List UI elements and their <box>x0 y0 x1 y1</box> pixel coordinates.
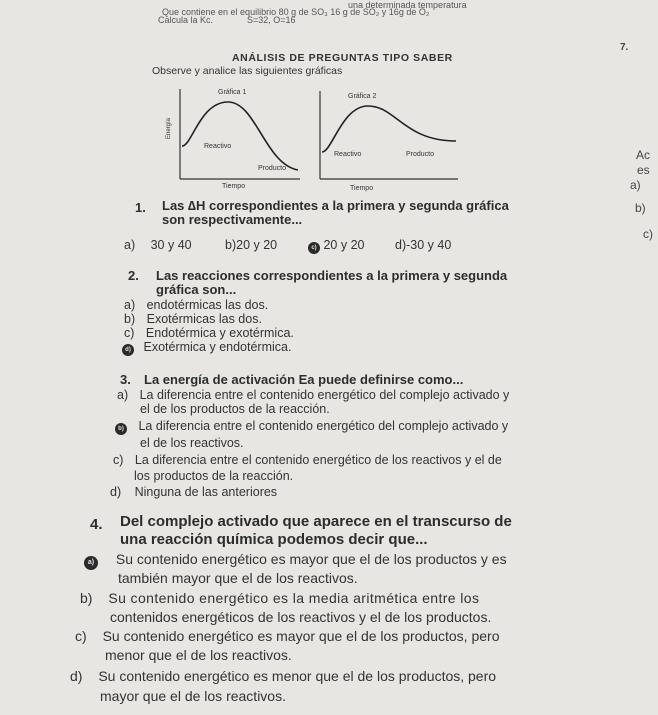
q1-option-b[interactable] <box>225 238 277 252</box>
q4-option-d[interactable] <box>70 668 496 684</box>
instructions: Observe y analice las siguientes gráficas <box>152 65 343 77</box>
q4-option-b-line1: Su contenido energético es la media aritmética entre los <box>108 590 480 606</box>
side-option-b: b) <box>635 201 646 215</box>
q2-option-c-text: Endotérmica y exotérmica. <box>145 326 294 340</box>
q4-option-c-letter: c) <box>75 628 87 644</box>
q2-number: 2. <box>128 268 139 283</box>
q4-text-line1: Del complejo activado que aparece en el transcurso de <box>120 513 512 530</box>
q1-text-line2: son respectivamente... <box>162 212 303 227</box>
q1-number: 1. <box>135 200 146 215</box>
q3-option-c-line1: La diferencia entre el contenido energético de los reactivos y el de <box>134 453 502 467</box>
q4-option-a-line1: Su contenido energético es mayor que el de los productos y es <box>115 551 507 567</box>
q4-option-d-letter: d) <box>70 668 83 684</box>
q4-option-c[interactable] <box>75 628 499 644</box>
q2-option-d[interactable] <box>122 340 291 356</box>
q3-option-c-line2: los productos de la reacción. <box>134 469 294 483</box>
q3-option-d[interactable] <box>110 485 277 499</box>
q4-option-b-line2: contenidos energéticos de los reactivos y el de los productos. <box>110 609 492 625</box>
q3-option-a-line2: el de los productos de la reacción. <box>140 402 330 416</box>
q2-option-b[interactable] <box>124 312 262 326</box>
side-option-c: c) <box>643 227 653 241</box>
graph-1-curve <box>182 102 298 170</box>
q1-option-d-letter: d) <box>395 238 407 252</box>
top-calc: Calcula la Kc. <box>158 15 214 25</box>
q2-option-c-letter: c) <box>124 326 135 340</box>
q2-option-c[interactable] <box>124 326 294 340</box>
q1-option-a-text: 30 y 40 <box>150 238 192 252</box>
q4-option-d-line1: Su contenido energético es menor que el de los productos, pero <box>98 668 497 684</box>
q2-option-a-text: endotérmicas las dos. <box>146 298 269 312</box>
graph-2-label-reactant: Reactivo <box>334 151 362 158</box>
q3-option-c-letter: c) <box>113 453 124 467</box>
q1-text-line1: Las ∆H correspondientes a la primera y segunda gráfica <box>162 198 509 213</box>
side-question-number: 7. <box>620 42 629 53</box>
q4-option-a[interactable] <box>84 551 507 570</box>
q4-option-b-letter: b) <box>80 590 93 606</box>
q3-option-c[interactable] <box>113 453 502 467</box>
q4-option-a-letter-marked: a) <box>84 556 98 570</box>
graph-2-curve <box>322 106 456 152</box>
q2-option-d-letter-marked: d) <box>122 344 134 356</box>
side-text-1: Ac <box>636 148 651 162</box>
q1-option-d-text: -30 y 40 <box>406 238 452 252</box>
graph-1-label-reactant: Reactivo <box>204 143 232 150</box>
top-line-1: Que contiene en el equilibrio 80 g de SO₃ 16 g de SO₂ y 16g de O₂ <box>162 7 430 17</box>
graph-1-xlabel: Tiempo <box>222 183 246 190</box>
q1-option-c[interactable] <box>308 238 365 254</box>
q1-option-b-letter: b) <box>225 238 237 252</box>
q1-option-a-letter: a) <box>124 238 136 252</box>
q3-option-d-line1: Ninguna de las anteriores <box>134 485 278 499</box>
q3-option-b[interactable] <box>115 419 508 435</box>
q2-option-d-text: Exotérmica y endotérmica. <box>143 340 292 354</box>
graph-2 <box>310 86 462 196</box>
graph-1 <box>160 84 305 194</box>
q1-option-b-text: 20 y 20 <box>236 238 278 252</box>
q1-option-c-text: 20 y 20 <box>323 238 365 252</box>
q3-option-b-letter-marked: b) <box>115 423 127 435</box>
q4-option-b[interactable] <box>80 590 479 606</box>
q3-option-b-line1: La diferencia entre el contenido energético del complejo activado y <box>138 419 509 433</box>
q1-option-d[interactable] <box>395 238 451 252</box>
q3-option-a[interactable] <box>117 388 509 402</box>
top-line-0: una determinada temperatura <box>348 0 467 10</box>
q3-option-d-letter: d) <box>110 485 122 499</box>
top-masses: S=32, O=16 <box>247 15 296 25</box>
graph-1-label-product: Producto <box>258 165 287 172</box>
graph-2-title: Gráfica 2 <box>348 93 377 100</box>
graph-1-title: Gráfica 1 <box>218 89 247 96</box>
q2-option-a-letter: a) <box>124 298 136 312</box>
q1-option-a[interactable] <box>124 238 192 252</box>
q4-number: 4. <box>90 516 103 533</box>
q3-option-a-line1: La diferencia entre el contenido energético del complejo activado y <box>139 388 510 402</box>
graph-2-label-product: Producto <box>406 151 435 158</box>
section-title: ANÁLISIS DE PREGUNTAS TIPO SABER <box>232 52 453 64</box>
graph-2-xlabel: Tiempo <box>350 185 374 192</box>
q1-option-c-letter-marked: c) <box>308 242 320 254</box>
q2-text-line1: Las reacciones correspondientes a la primera y segunda <box>156 268 508 283</box>
q3-number: 3. <box>120 372 131 387</box>
q4-text-line2: una reacción química podemos decir que... <box>120 531 428 548</box>
q4-option-a-line2: también mayor que el de los reactivos. <box>118 570 358 586</box>
q2-option-a[interactable] <box>124 298 268 312</box>
side-option-a: a) <box>630 178 641 192</box>
q4-option-c-line2: menor que el de los reactivos. <box>105 647 292 663</box>
q4-option-c-line1: Su contenido energético es mayor que el de los productos, pero <box>102 628 500 644</box>
q3-text: La energía de activación Ea puede definirse como... <box>144 372 464 387</box>
q4-option-d-line2: mayor que el de los reactivos. <box>100 688 286 704</box>
q3-option-a-letter: a) <box>117 388 129 402</box>
q2-option-b-text: Exotérmicas las dos. <box>146 312 262 326</box>
q2-text-line2: gráfica son... <box>156 282 237 297</box>
q2-option-b-letter: b) <box>124 312 136 326</box>
side-text-2: es <box>637 163 650 177</box>
graph-1-ylabel: Energía <box>166 117 172 139</box>
q3-option-b-line2: el de los reactivos. <box>140 436 244 450</box>
